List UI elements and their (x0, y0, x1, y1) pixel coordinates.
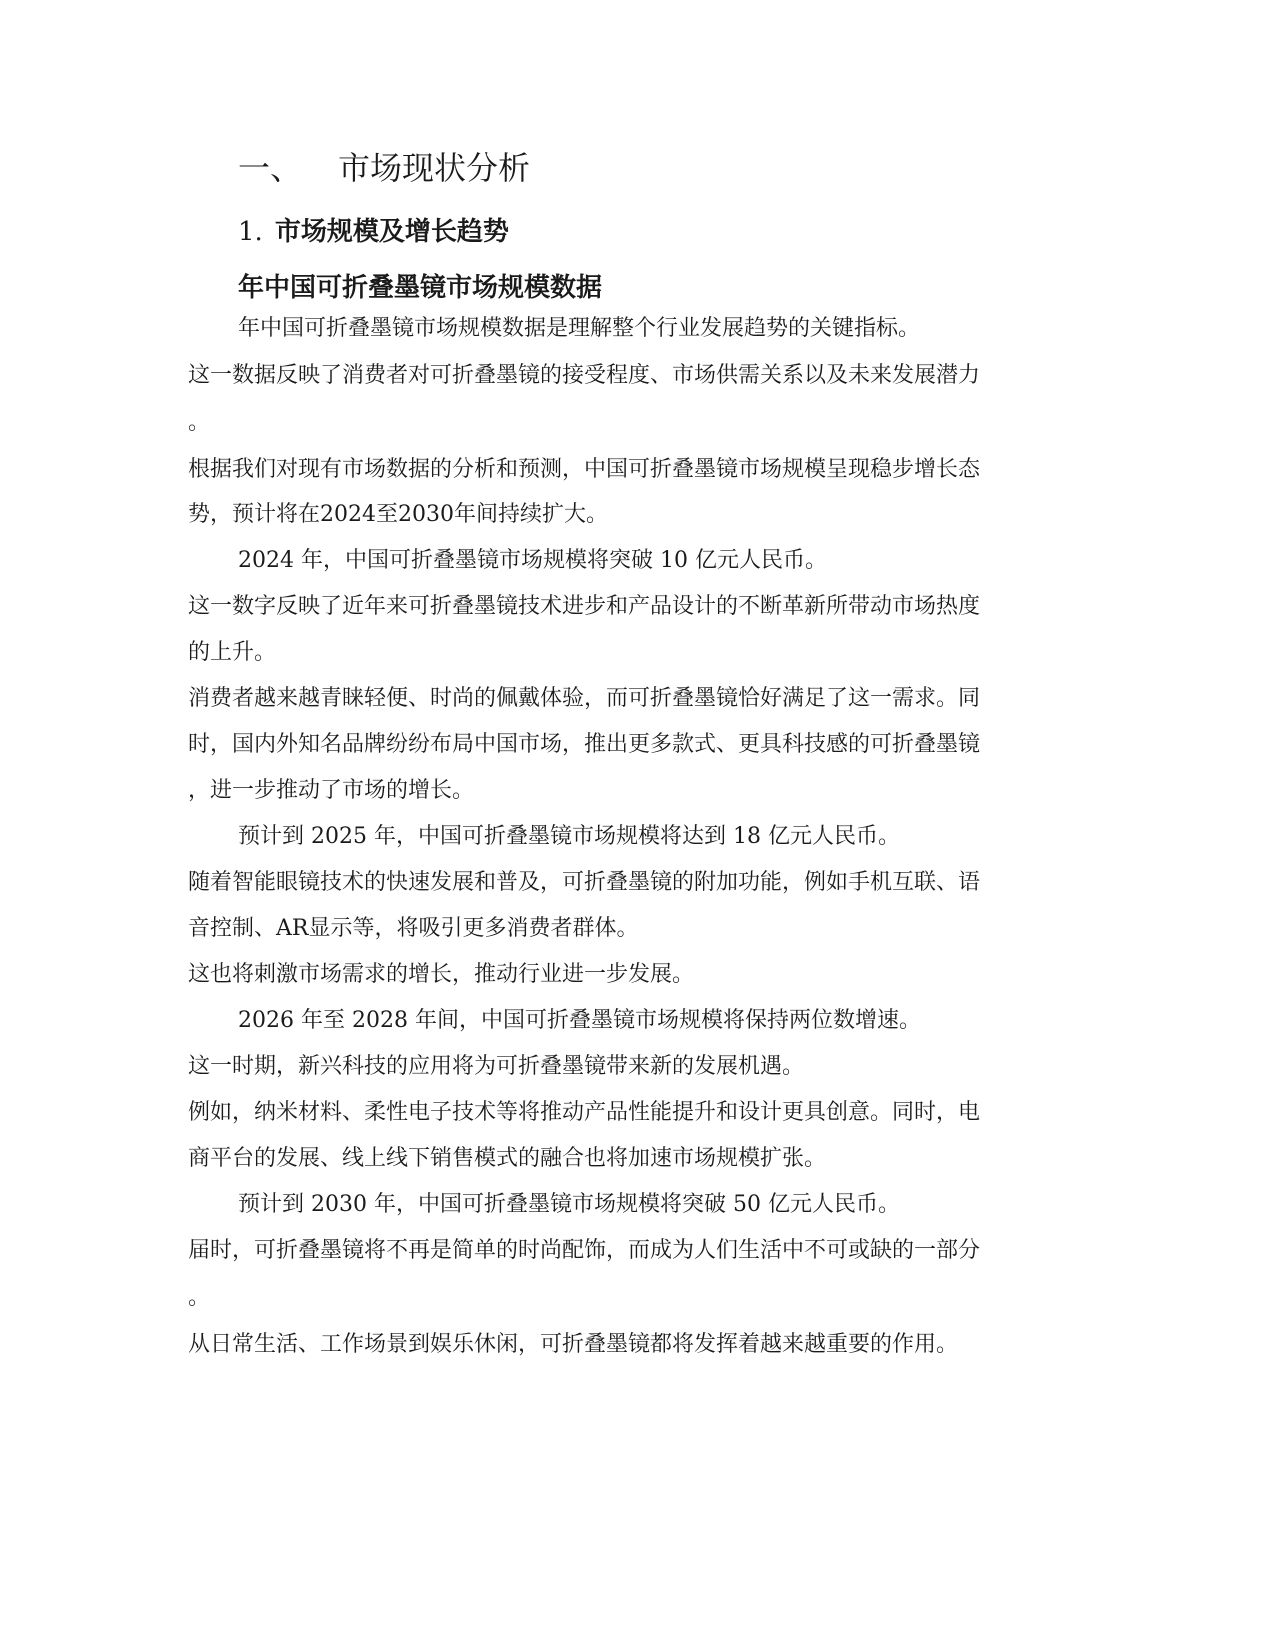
section-number: 一、 (238, 149, 303, 187)
paragraph-line: 根据我们对现有市场数据的分析和预测，中国可折叠墨镜市场规模呈现稳步增长态 (188, 457, 981, 482)
subsection-heading (238, 214, 509, 250)
paragraph-line: 。 (188, 1285, 211, 1310)
paragraph-line: 年中国可折叠墨镜市场规模数据是理解整个行业发展趋势的关键指标。 (238, 316, 921, 341)
paragraph-line: 随着智能眼镜技术的快速发展和普及，可折叠墨镜的附加功能，例如手机互联、语 (188, 870, 981, 895)
paragraph-line: 的上升。 (188, 640, 277, 665)
paragraph-line: 这一时期，新兴科技的应用将为可折叠墨镜带来新的发展机遇。 (188, 1054, 805, 1079)
paragraph-line: 音控制、AR显示等，将吸引更多消费者群体。 (188, 916, 639, 941)
paragraph-line: 这也将刺激市场需求的增长，推动行业进一步发展。 (188, 962, 695, 987)
paragraph-line: 。 (188, 410, 211, 435)
paragraph-line: 势，预计将在2024至2030年间持续扩大。 (188, 502, 608, 527)
paragraph-line: 这一数字反映了近年来可折叠墨镜技术进步和产品设计的不断革新所带动市场热度 (188, 594, 981, 619)
paragraph-line: 从日常生活、工作场景到娱乐休闲，可折叠墨镜都将发挥着越来越重要的作用。 (188, 1332, 959, 1357)
paragraph-line: 这一数据反映了消费者对可折叠墨镜的接受程度、市场供需关系以及未来发展潜力 (188, 363, 981, 388)
subsection-number: 1. (238, 217, 263, 247)
paragraph-line: 预计到 2030 年，中国可折叠墨镜市场规模将突破 50 亿元人民币。 (238, 1192, 900, 1217)
paragraph-line: 2026 年至 2028 年间，中国可折叠墨镜市场规模将保持两位数增速。 (238, 1008, 921, 1033)
paragraph-line: 消费者越来越青睐轻便、时尚的佩戴体验，而可折叠墨镜恰好满足了这一需求。同 (188, 686, 981, 711)
subsection-title: 市场规模及增长趋势 (274, 217, 509, 247)
section-title: 市场现状分析 (338, 149, 531, 187)
paragraph-line: 2024 年，中国可折叠墨镜市场规模将突破 10 亿元人民币。 (238, 548, 827, 573)
paragraph-line: 例如，纳米材料、柔性电子技术等将推动产品性能提升和设计更具创意。同时，电 (188, 1100, 981, 1125)
paragraph-line: ，进一步推动了市场的增长。 (188, 778, 475, 803)
paragraph-line: 时，国内外知名品牌纷纷布局中国市场，推出更多款式、更具科技感的可折叠墨镜 (188, 732, 981, 757)
paragraph-line: 届时，可折叠墨镜将不再是简单的时尚配饰，而成为人们生活中不可或缺的一部分 (188, 1238, 981, 1263)
subsubsection-heading: 年中国可折叠墨镜市场规模数据 (238, 273, 603, 303)
paragraph-line: 预计到 2025 年，中国可折叠墨镜市场规模将达到 18 亿元人民币。 (238, 824, 900, 849)
paragraph-line: 商平台的发展、线上线下销售模式的融合也将加速市场规模扩张。 (188, 1146, 827, 1171)
section-heading (238, 146, 530, 190)
